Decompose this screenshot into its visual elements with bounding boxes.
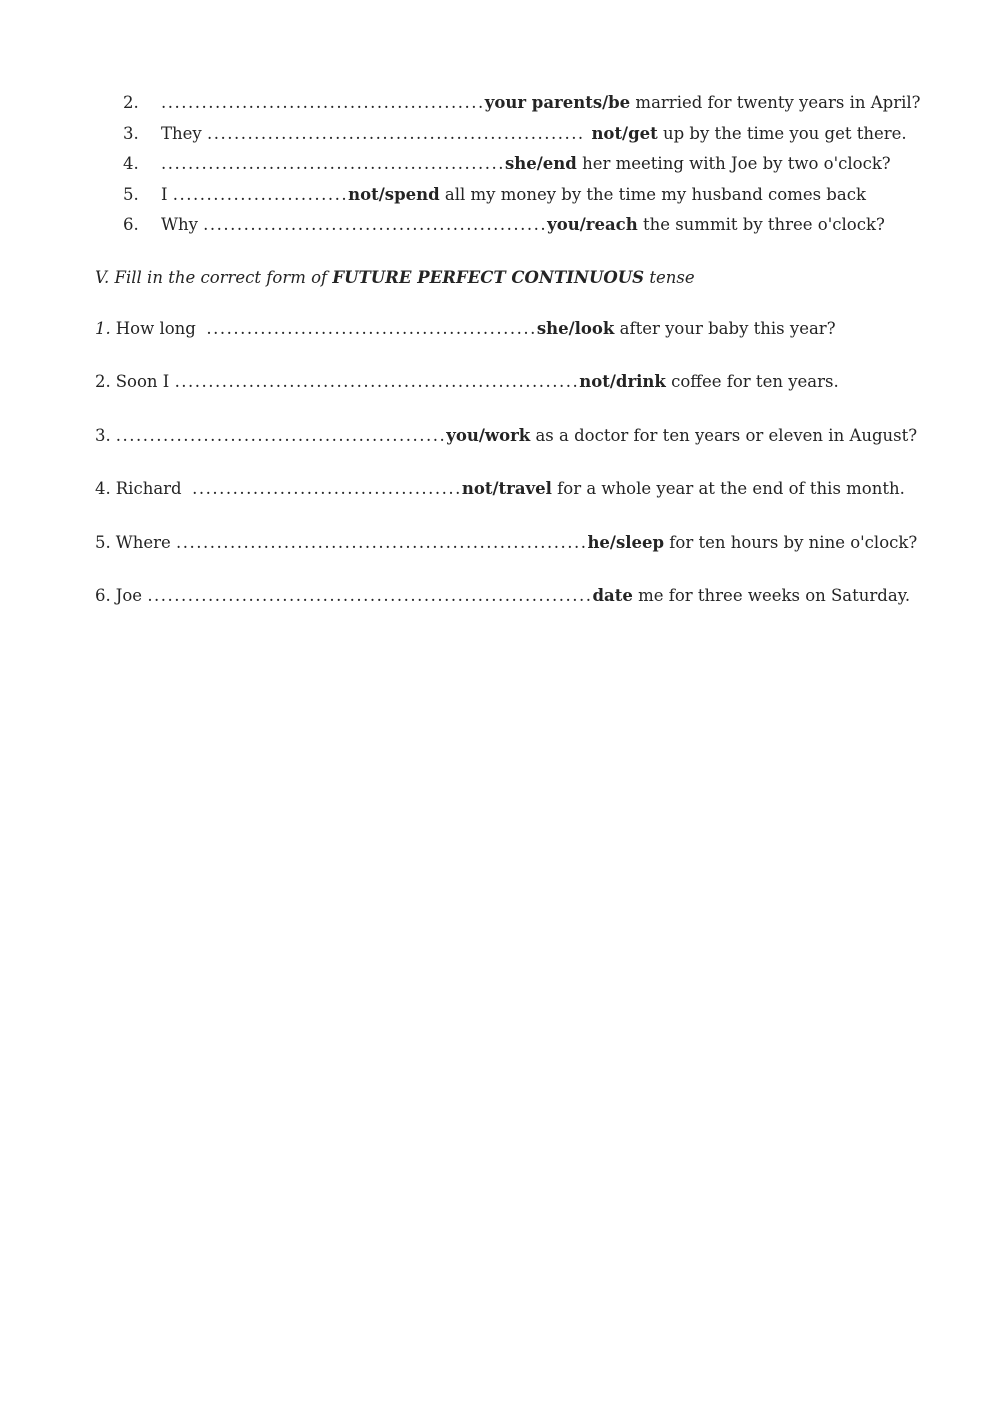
item-trailing-text: all my money by the time my husband comes back [439, 184, 866, 204]
exercise-item [95, 314, 1000, 344]
item-number: 3. [95, 425, 111, 445]
verb-prompt: you/work [446, 425, 531, 445]
answer-blank[interactable]: ........................................................ [206, 123, 592, 143]
item-trailing-text: for a whole year at the end of this month. [551, 479, 905, 498]
exercise-iv-items [123, 88, 1000, 241]
item-number: 5. [123, 184, 139, 204]
item-trailing-text: after your baby this year? [614, 318, 836, 338]
item-lead-text: Soon I [115, 372, 175, 391]
item-number: 6. [123, 215, 139, 234]
answer-blank[interactable]: ................................................... [161, 154, 505, 173]
answer-blank[interactable]: ................................................ [161, 93, 485, 112]
verb-prompt: not/get [591, 123, 658, 143]
item-lead-text: Richard [115, 479, 193, 498]
verb-prompt: not/travel [461, 479, 552, 498]
answer-blank[interactable]: ........................................ [192, 479, 462, 498]
item-number: 2. [95, 372, 111, 391]
item-lead-text: They [161, 123, 207, 143]
exercise-item [95, 474, 1000, 504]
answer-blank[interactable]: ................................................. [206, 318, 537, 338]
exercise-item [95, 581, 1000, 611]
item-trailing-text: her meeting with Joe by two o'clock? [576, 154, 891, 173]
item-number: 3. [123, 123, 139, 143]
exercise-item [123, 88, 1000, 119]
item-lead-text: Where [115, 532, 176, 552]
verb-prompt: she/end [505, 154, 577, 173]
verb-prompt: not/spend [348, 184, 440, 204]
exercise-item [123, 180, 1000, 211]
item-trailing-text: married for twenty years in April? [630, 93, 921, 112]
item-number: 5. [95, 532, 111, 552]
item-lead-text: I [161, 184, 173, 204]
item-number: 4. [123, 154, 139, 173]
exercise-v-items [95, 314, 1000, 612]
item-lead-text: Joe [115, 586, 148, 605]
answer-blank[interactable]: ................................................... [203, 215, 548, 234]
answer-blank[interactable]: ................................................. [115, 425, 447, 445]
exercise-item [123, 149, 1000, 180]
verb-prompt: date [592, 586, 633, 605]
heading-suffix-text: tense [644, 267, 695, 287]
verb-prompt: your parents/be [484, 93, 631, 112]
answer-blank[interactable]: ............................................................ [174, 372, 580, 391]
verb-prompt: not/drink [579, 372, 666, 391]
exercise-item [123, 210, 1000, 241]
exercise-item [95, 367, 1000, 397]
item-number: 2. [123, 93, 139, 112]
answer-blank[interactable]: .................................................................. [147, 586, 593, 605]
item-number: 1. [95, 318, 111, 338]
tense-name-text: FUTURE PERFECT CONTINUOUS [332, 267, 645, 287]
item-trailing-text: for ten hours by nine o'clock? [664, 532, 918, 552]
item-trailing-text: coffee for ten years. [665, 372, 839, 391]
exercise-item [123, 119, 1000, 150]
item-trailing-text: as a doctor for ten years or eleven in August? [530, 425, 918, 445]
item-number: 4. [95, 479, 111, 498]
answer-blank[interactable]: ............................................................. [176, 532, 588, 552]
item-number: 6. [95, 586, 111, 605]
item-trailing-text: me for three weeks on Saturday. [632, 586, 911, 605]
item-lead-text: Why [161, 215, 204, 234]
exercise-item [95, 528, 1000, 558]
verb-prompt: she/look [536, 318, 615, 338]
item-trailing-text: the summit by three o'clock? [637, 215, 885, 234]
verb-prompt: he/sleep [587, 532, 665, 552]
item-trailing-text: up by the time you get there. [657, 123, 907, 143]
exercise-item [95, 421, 1000, 451]
answer-blank[interactable]: .......................... [172, 184, 349, 204]
heading-instruction-text: V. Fill in the correct form of [95, 267, 333, 287]
exercise-v-heading [95, 263, 1000, 293]
verb-prompt: you/reach [547, 215, 638, 234]
item-lead-text: How long [115, 318, 207, 338]
